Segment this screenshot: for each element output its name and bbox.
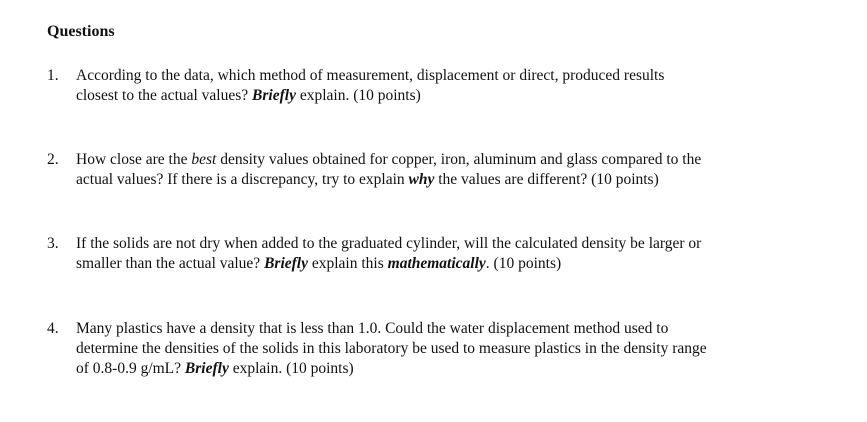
question-item [47, 319, 837, 379]
text-segment: explain. (10 points) [295, 87, 421, 104]
text-segment: According to the data, which method of measurement, displacement or direct, produced results [76, 67, 665, 84]
question-line [76, 339, 837, 359]
question-number: 4. [47, 320, 59, 337]
question-line [76, 319, 837, 339]
text-segment: Many plastics have a density that is less than 1.0. Could the water displacement method used to [76, 320, 669, 337]
question-line [76, 170, 837, 190]
question-item [47, 66, 837, 106]
question-number: 1. [47, 67, 59, 84]
text-segment: How close are the [76, 151, 192, 168]
question-line [76, 254, 837, 274]
text-segment: closest to the actual values? [76, 87, 253, 104]
text-segment: of 0.8-0.9 g/mL? [76, 360, 185, 377]
question-line [76, 150, 837, 170]
question-line [76, 66, 837, 86]
text-segment: the values are different? (10 points) [434, 171, 659, 188]
emphasis-text: why [408, 171, 435, 188]
emphasis-text: best [191, 151, 217, 168]
text-segment: If the solids are not dry when added to the graduated cylinder, will the calculated density be larger or [76, 235, 702, 252]
question-line [76, 234, 837, 254]
question-text [76, 234, 837, 274]
question-number: 3. [47, 235, 59, 252]
question-line [76, 86, 837, 106]
question-text [76, 150, 837, 190]
question-item [47, 234, 837, 274]
emphasis-text: Briefly [184, 360, 229, 377]
question-item [47, 150, 837, 190]
question-text [76, 66, 837, 106]
text-segment: explain this [307, 255, 388, 272]
page-title: Questions [47, 23, 115, 40]
text-segment: determine the densities of the solids in this laboratory be used to measure plastics in the density range [76, 340, 707, 357]
text-segment: actual values? If there is a discrepancy, try to explain [76, 171, 409, 188]
text-segment: . (10 points) [485, 255, 562, 272]
emphasis-text: Briefly [264, 255, 308, 272]
emphasis-text: mathematically [387, 255, 486, 272]
question-text [76, 319, 837, 379]
question-number: 2. [47, 151, 59, 168]
question-line [76, 359, 837, 379]
text-segment: explain. (10 points) [228, 360, 354, 377]
text-segment: density values obtained for copper, iron, aluminum and glass compared to the [216, 151, 702, 168]
emphasis-text: Briefly [252, 87, 296, 104]
text-segment: smaller than the actual value? [76, 255, 265, 272]
